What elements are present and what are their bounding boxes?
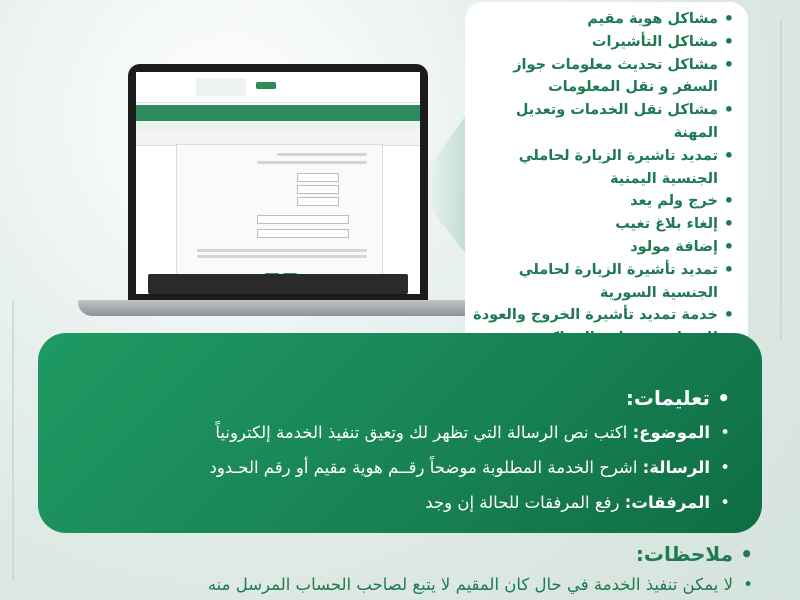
instruction-text: اشرح الخدمة المطلوبة موضحاً رقــم هوية مقيم أو رقم الحـدود (209, 458, 643, 477)
decor-line (12, 300, 14, 580)
laptop-illustration (78, 60, 478, 320)
form-line (257, 161, 367, 164)
list-item: • مشاكل هوية مقيم (473, 8, 734, 31)
notes-heading (40, 538, 753, 570)
form-line (197, 249, 367, 252)
bullet-icon: • (720, 458, 730, 477)
instruction-row (58, 485, 730, 520)
screen-subbanner (136, 121, 420, 131)
form-line (197, 255, 367, 258)
instructions-title: تعليمات: (625, 386, 710, 410)
form-field (297, 173, 339, 182)
list-item: • إلغاء بلاغ تغيب (473, 213, 734, 236)
list-item: • خرج ولم يعد (473, 190, 734, 213)
instructions-heading (58, 383, 730, 413)
form-field (257, 215, 349, 224)
note-item (40, 570, 753, 600)
screen-form (176, 144, 383, 286)
services-list (473, 8, 734, 350)
list-item: • مشاكل نقل الخدمات وتعديل المهنة (473, 99, 734, 145)
list-item: • تمديد تأشيرة الزيارة لحاملي الجنسية السورية (473, 259, 734, 305)
decor-line (780, 20, 782, 340)
services-list-card (465, 2, 748, 372)
list-item: • تمديد تاشيرة الزيارة لحاملي الجنسية اليمنية (473, 145, 734, 191)
instruction-row (58, 415, 730, 450)
bullet-icon: • (720, 423, 730, 442)
instruction-text: رفع المرفقات للحالة إن وجد (425, 493, 625, 512)
laptop-keyboard (148, 274, 408, 294)
bullet-icon: • (720, 493, 730, 512)
note-text: لا يمكن تنفيذ الخدمة في حال كان المقيم لا يتبع لصاحب الحساب المرسل منه (207, 575, 733, 594)
bullet-icon: • (717, 386, 730, 410)
instruction-text: اكتب نص الرسالة التي تظهر لك وتعيق تنفيذ الخدمة إلكترونياً (215, 423, 633, 442)
laptop-base (78, 300, 478, 316)
screen-banner (136, 105, 420, 121)
list-item: • مشاكل التأشيرات (473, 31, 734, 54)
instruction-label: المرفقات: (624, 493, 710, 512)
instructions-card (38, 333, 762, 533)
instruction-label: الرسالة: (642, 458, 710, 477)
notes-title: ملاحظات: (635, 542, 733, 566)
list-item: • إضافة مولود (473, 236, 734, 259)
form-field (297, 197, 339, 206)
laptop-screen (136, 72, 420, 294)
list-item: • خدمة تمديد تأشيرة الخروج والعودة (473, 304, 734, 350)
instruction-row (58, 450, 730, 485)
bullet-icon: • (743, 575, 753, 594)
screen-button (256, 82, 276, 89)
instruction-label: الموضوع: (632, 423, 710, 442)
form-field (257, 229, 349, 238)
form-field (297, 185, 339, 194)
vision-logo (196, 78, 246, 96)
form-line (277, 153, 367, 156)
screen-topbar (136, 72, 420, 103)
notes-section (40, 538, 758, 600)
laptop-screen-frame (128, 64, 428, 302)
list-item: • مشاكل تحديث معلومات جواز السفر و نقل المعلومات (473, 54, 734, 100)
bullet-icon: • (740, 542, 753, 566)
